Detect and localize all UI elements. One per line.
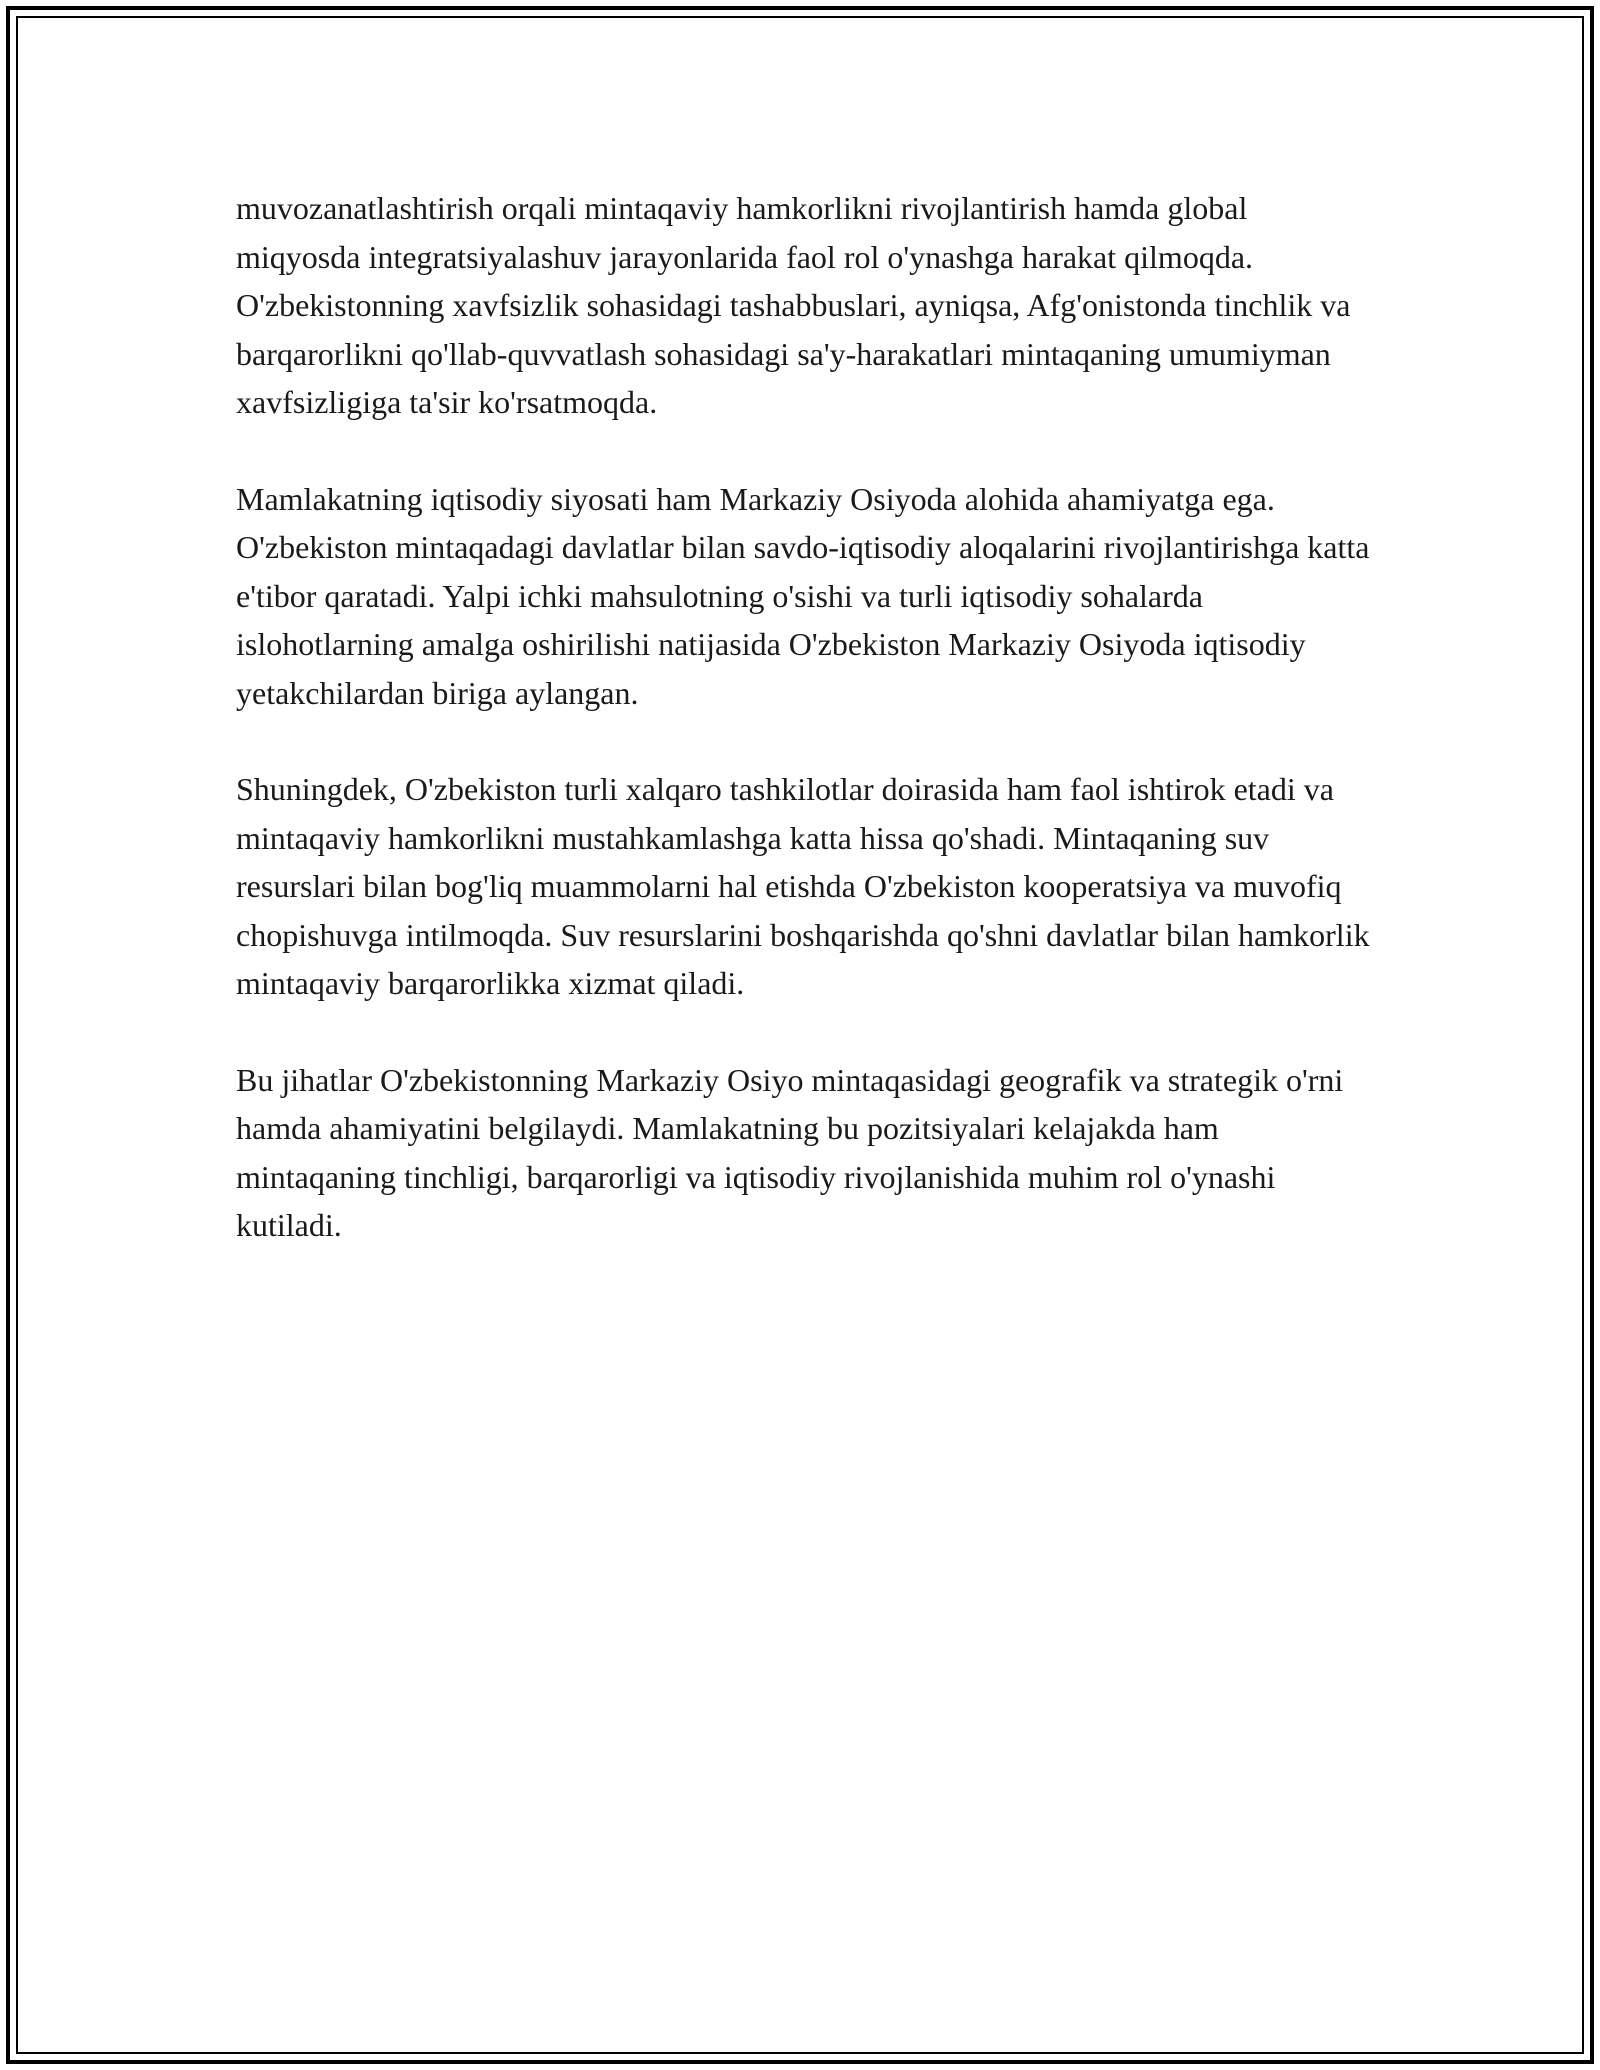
paragraph-3: Shuningdek, O'zbekiston turli xalqaro tashkilotlar doirasida ham faol ishtirok etadi va mintaqaviy hamkorlikni mustahkamlashga katta hissa qo'shadi. Mintaqaning suv resurslari bilan bog'liq muammolarni hal etishda O'zbekiston kooperatsiya va muvofiq chopishuvga intilmoqda. Suv resurslarini boshqarishda qo'shni davlatlar bilan hamkorlik mintaqaviy barqarorlikka xizmat qiladi.: [236, 771, 1370, 1001]
document-body: [236, 184, 1376, 1298]
paragraph-4: Bu jihatlar O'zbekistonning Markaziy Osiyo mintaqasidagi geografik va strategik o'rni hamda ahamiyatini belgilaydi. Mamlakatning bu pozitsiyalari kelajakda ham mintaqaning tinchligi, barqarorligi va iqtisodiy rivojlanishida muhim rol o'ynashi kutiladi.: [236, 1061, 1344, 1243]
paragraph-1: muvozanatlashtirish orqali mintaqaviy hamkorlikni rivojlantirish hamda global miqyosda integratsiyalashuv jarayonlarida faol rol o'ynashga harakat qilmoqda. O'zbekistonning xavfsizlik sohasidagi tashabbuslari, ayniqsa, Afg'onistonda tinchlik va barqarorlikni qo'llab-quvvatlash sohasidagi sa'y-harakatlari mintaqaning umumiyman xavfsizligiga ta'sir ko'rsatmoqda.: [236, 190, 1351, 420]
paragraph-2: Mamlakatning iqtisodiy siyosati ham Markaziy Osiyoda alohida ahamiyatga ega. O'zbekiston mintaqadagi davlatlar bilan savdo-iqtisodiy aloqalarini rivojlantirishga katta e'tibor qaratadi. Yalpi ichki mahsulotning o'sishi va turli iqtisodiy sohalarda islohotlarning amalga oshirilishi natijasida O'zbekiston Markaziy Osiyoda iqtisodiy yetakchilardan biriga aylangan.: [236, 480, 1370, 711]
